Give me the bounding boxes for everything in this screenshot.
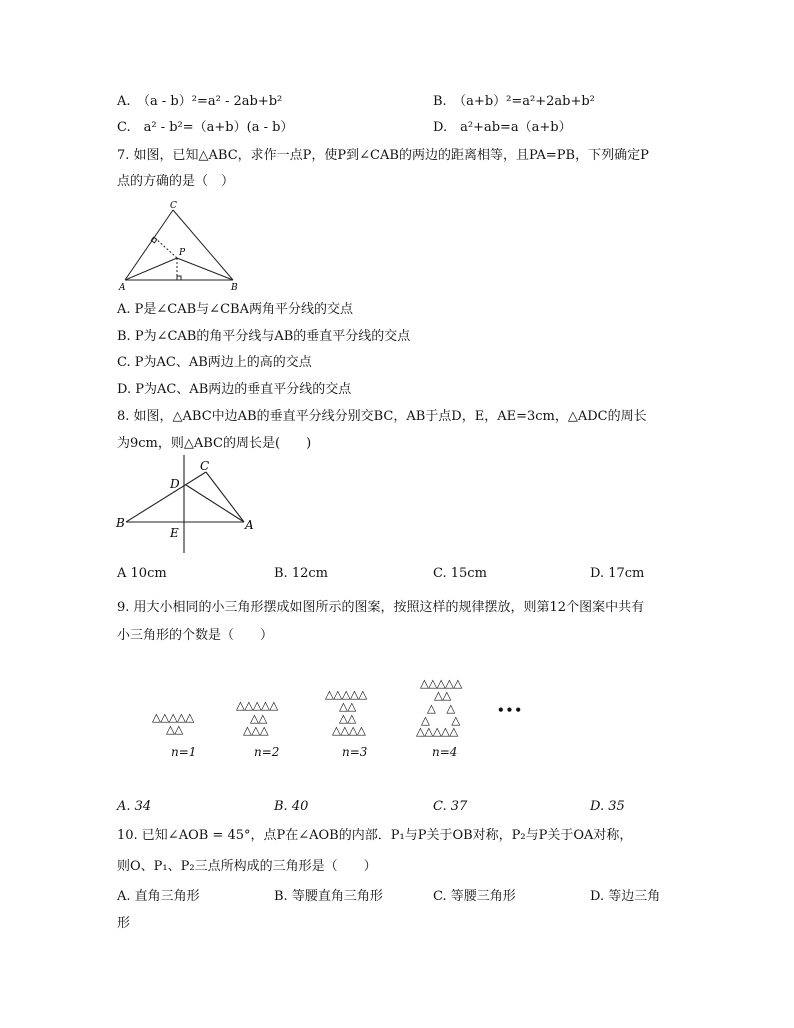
q8-option-a: A 10cm	[117, 566, 167, 581]
q8-option-c: C. 15cm	[433, 566, 487, 581]
pattern-2-label: n=2	[254, 745, 280, 759]
q9-option-d: D. 35	[590, 799, 625, 814]
q6-option-b: B. （a+b）²=a²+2ab+b²	[433, 94, 595, 109]
q10-option-c: C. 等腰三角形	[433, 889, 516, 904]
q7-triangle-figure	[115, 198, 245, 293]
pattern-2-row-1: △△△△△	[236, 698, 278, 712]
q7-stem-line1: 7. 如图，已知△ABC，求作一点P，使P到∠CAB的两边的距离相等，且PA=PB，下列确定P	[117, 148, 649, 163]
q8-option-b: B. 12cm	[274, 566, 328, 581]
q6-option-c: C. a² - b²=（a+b）(a - b）	[117, 120, 294, 135]
pattern-4-row-5: △△△△△	[416, 724, 458, 738]
pattern-1-row-1: △△△△△	[152, 710, 194, 724]
q10-stem-line2: 则O、P₁、P₂三点所构成的三角形是（ ）	[117, 859, 377, 874]
pattern-2-row-2: △△	[250, 711, 267, 725]
q7-option-b: B. P为∠CAB的角平分线与AB的垂直平分线的交点	[117, 329, 411, 344]
q8-stem-line2: 为9cm，则△ABC的周长是( )	[117, 436, 312, 451]
q9-stem-line2: 小三角形的个数是（ ）	[117, 628, 274, 643]
q8-label-e: E	[170, 526, 179, 540]
pattern-1-label: n=1	[171, 745, 197, 759]
q8-label-c: C	[200, 459, 210, 473]
q10-stem-line1: 10. 已知∠AOB = 45°，点P在∠AOB的内部．P₁与P关于OB对称，P₂与P关于OA对称，	[117, 828, 633, 843]
pattern-3-row-1: △△△△△	[325, 687, 367, 701]
q7-label-a: A	[119, 283, 126, 293]
pattern-3-label: n=3	[342, 745, 368, 759]
q6-option-a: A. （a - b）²=a² - 2ab+b²	[117, 94, 283, 109]
q10-option-d: D. 等边三角	[590, 889, 661, 904]
q8-stem-line1: 8. 如图，△ABC中边AB的垂直平分线分别交BC，AB于点D，E，AE=3cm，△ADC的周长	[117, 409, 647, 424]
q7-label-p: P	[179, 248, 186, 258]
pattern-3-row-2: △△	[339, 699, 356, 713]
q9-stem-line1: 9. 用大小相同的小三角形摆成如图所示的图案，按照这样的规律摆放，则第12个图案中共有	[117, 600, 645, 615]
q9-option-b: B. 40	[274, 799, 309, 814]
q7-option-a: A. P是∠CAB与∠CBA两角平分线的交点	[117, 302, 353, 317]
q7-label-c: C	[170, 201, 177, 211]
pattern-2-row-3: △△△	[243, 723, 269, 737]
q7-stem-line2: 点的方确的是（ ）	[117, 174, 235, 189]
pattern-4-row-1: △△△△△	[420, 676, 462, 690]
q8-label-d: D	[170, 477, 180, 491]
pattern-4-label: n=4	[432, 745, 458, 759]
q10-option-a: A. 直角三角形	[117, 889, 200, 904]
q8-option-d: D. 17cm	[590, 566, 645, 581]
pattern-4-row-4: △ △	[421, 713, 460, 727]
q6-option-d: D. a²+ab=a（a+b）	[433, 120, 572, 135]
q7-option-d: D. P为AC、AB两边的垂直平分线的交点	[117, 382, 352, 397]
q9-option-c: C. 37	[433, 799, 468, 814]
q8-label-a: A	[245, 518, 254, 532]
pattern-4-row-3: △ △	[427, 701, 455, 715]
q9-ellipsis: •••	[497, 703, 524, 717]
q10-option-b: B. 等腰直角三角形	[274, 889, 383, 904]
q8-triangle-figure	[112, 455, 262, 555]
pattern-4-row-2: △△	[434, 688, 451, 702]
pattern-3-row-4: △△△△	[332, 723, 366, 737]
q8-label-b: B	[116, 516, 125, 530]
pattern-3-row-3: △△	[339, 711, 356, 725]
q7-option-c: C. P为AC、AB两边上的高的交点	[117, 355, 312, 370]
q9-option-a: A. 34	[117, 799, 152, 814]
q7-label-b: B	[231, 283, 238, 293]
q10-option-d-wrap: 形	[117, 916, 131, 931]
pattern-1-row-2: △△	[166, 722, 183, 736]
